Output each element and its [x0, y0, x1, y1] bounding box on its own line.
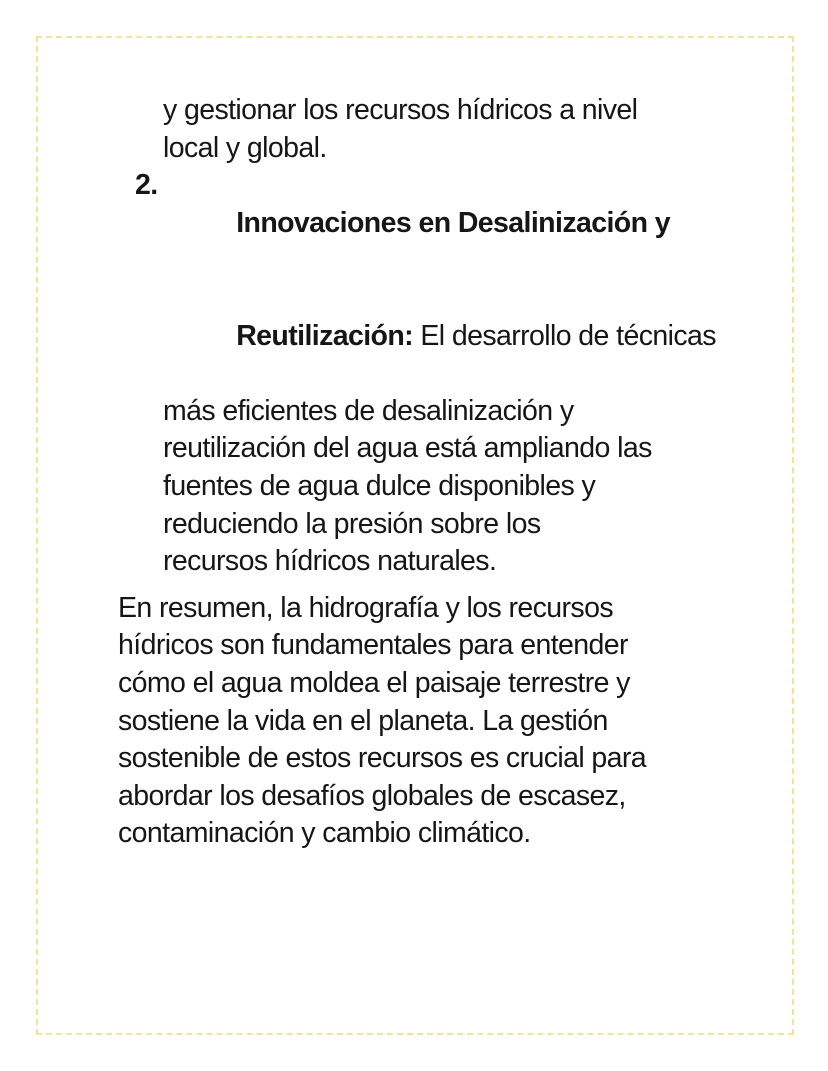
text-line: local y global.: [163, 131, 327, 164]
text-line: cómo el agua moldea el paisaje terrestre y: [118, 666, 630, 699]
list-item-title: Reutilización:: [236, 319, 414, 352]
text-line: más eficientes de desalinización y: [163, 394, 574, 427]
list-item-1-continuation: [118, 92, 728, 167]
text-line: [163, 280, 728, 393]
list-item-number: 2.: [135, 169, 158, 202]
summary-paragraph: [118, 590, 728, 853]
list-item-title: Innovaciones en Desalinización y: [236, 206, 670, 239]
page-content: [118, 92, 728, 853]
text-line: En resumen, la hidrografía y los recursos: [118, 591, 613, 624]
text-line: fuentes de agua dulce disponibles y: [163, 469, 596, 502]
text-line: contaminación y cambio climático.: [118, 817, 531, 850]
text-line: abordar los desafíos globales de escasez,: [118, 779, 626, 812]
text-line: hídricos son fundamentales para entender: [118, 629, 628, 662]
text-line: sostenible de estos recursos es crucial para: [118, 742, 647, 775]
text-line: recursos hídricos naturales.: [163, 545, 497, 578]
numbered-list: [118, 92, 728, 581]
text-line: reutilización del agua está ampliando las: [163, 432, 652, 465]
list-item-2: [118, 167, 728, 581]
text-line: [163, 167, 728, 280]
text-line: reduciendo la presión sobre los: [163, 507, 541, 540]
list-item-body: El desarrollo de técnicas: [413, 319, 716, 352]
text-line: y gestionar los recursos hídricos a nivel: [163, 94, 638, 126]
text-line: sostiene la vida en el planeta. La gestión: [118, 704, 608, 737]
